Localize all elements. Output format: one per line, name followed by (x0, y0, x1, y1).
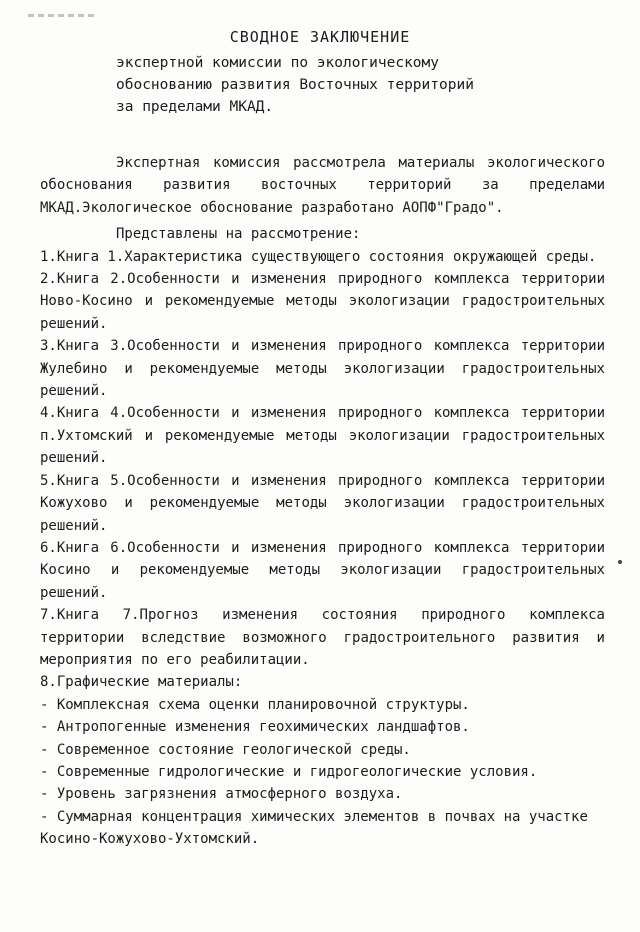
scan-artifact (28, 14, 98, 17)
list-item: - Антропогенные изменения геохимических ландшафтов. (40, 719, 470, 736)
presented-heading: Представлены на рассмотрение: (116, 226, 361, 243)
list-item: 5.Книга 5.Особенности и изменения природного комплекса территории Кожухово и рекомендуемые методы экологизации градостроительных решений. (40, 472, 605, 534)
subtitle-line-2: обоснованию развития Восточных территорий (116, 77, 474, 93)
list-item: 4.Книга 4.Особенности и изменения природного комплекса территории п.Ухтомский и рекомендуемые методы экологизации градостроительных решений. (40, 405, 605, 467)
list-item: 1.Книга 1.Характеристика существующего состояния окружающей среды. (40, 248, 597, 265)
document-body (40, 152, 605, 851)
list-item: 8.Графические материалы: (40, 674, 243, 691)
list-item: 3.Книга 3.Особенности и изменения природного комплекса территории Жулебино и рекомендуемые методы экологизации градостроительных решений. (40, 338, 605, 400)
document-heading (0, 28, 640, 118)
list-item: - Уровень загрязнения атмосферного воздуха. (40, 786, 403, 803)
intro-paragraph: Экспертная комиссия рассмотрела материалы экологического обоснования развития восточных территорий за пределами МКАД.Экологическое обоснование разработано АОПФ"Градо". (40, 155, 605, 216)
scan-speck (618, 560, 622, 564)
subtitle-line-1: экспертной комиссии по экологическому (116, 55, 440, 71)
document-title: СВОДНОЕ ЗАКЛЮЧЕНИЕ (229, 28, 411, 46)
list-item: 2.Книга 2.Особенности и изменения природного комплекса территории Ново-Косино и рекомендуемые методы экологизации градостроительных решений. (40, 271, 605, 332)
subtitle-line-3: за пределами МКАД. (116, 99, 274, 115)
books-list (40, 246, 605, 694)
list-item: 7.Книга 7.Прогноз изменения состояния природного комплекса территории вследствие возможного градостроительного развития и мероприятия по его реабилитации. (40, 607, 605, 668)
graphic-materials-list (40, 694, 605, 851)
list-item: - Комплексная схема оценки планировочной структуры. (40, 696, 470, 713)
list-item: - Современное состояние геологической среды. (40, 741, 411, 758)
list-item: - Суммарная концентрация химических элементов в почвах на участке Косино-Кожухово-Ухтомский. (40, 808, 588, 848)
list-item: 6.Книга 6.Особенности и изменения природного комплекса территории Косино и рекомендуемые методы экологизации градостроительных решений. (40, 539, 605, 601)
list-item: - Современные гидрологические и гидрогеологические условия. (40, 763, 538, 780)
